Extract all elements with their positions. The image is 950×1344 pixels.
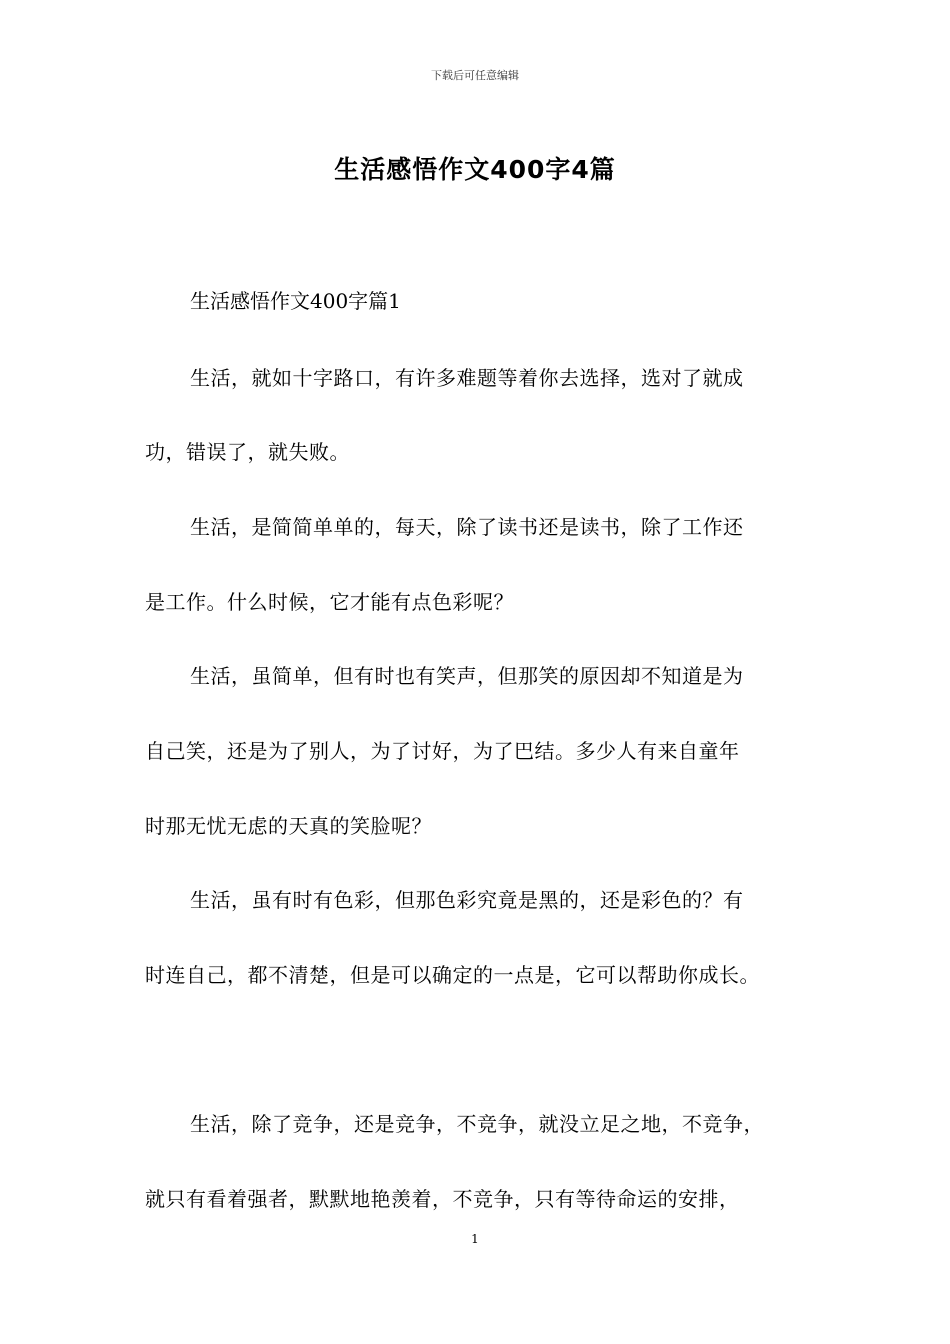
- paragraph-line: 自己笑，还是为了别人，为了讨好，为了巴结。多少人有来自童年: [145, 739, 740, 763]
- paragraph-line: 时连自己，都不清楚，但是可以确定的一点是，它可以帮助你成长。: [145, 963, 760, 987]
- section-heading: 生活感悟作文400字篇1: [190, 289, 401, 313]
- paragraph-line: 生活，除了竞争，还是竞争，不竞争，就没立足之地，不竞争，: [190, 1112, 764, 1136]
- paragraph-line: 功，错误了，就失败。: [145, 440, 350, 464]
- paragraph-line: 是工作。什么时候，它才能有点色彩呢？: [145, 590, 514, 614]
- header-note: 下载后可任意编辑: [431, 69, 519, 82]
- paragraph-line: 生活，是简简单单的，每天，除了读书还是读书，除了工作还: [190, 515, 744, 539]
- paragraph-line: 就只有看着强者，默默地艳羡着，不竞争，只有等待命运的安排，: [145, 1187, 740, 1211]
- page-number: 1: [471, 1232, 479, 1246]
- paragraph-line: 生活，虽有时有色彩，但那色彩究竟是黑的，还是彩色的？有: [190, 888, 744, 912]
- paragraph-line: 生活，就如十字路口，有许多难题等着你去选择，选对了就成: [190, 366, 744, 390]
- paragraph-line: 时那无忧无虑的天真的笑脸呢？: [145, 814, 432, 838]
- paragraph-line: 生活，虽简单，但有时也有笑声，但那笑的原因却不知道是为: [190, 664, 744, 688]
- document-title: 生活感悟作文400字4篇: [334, 155, 616, 184]
